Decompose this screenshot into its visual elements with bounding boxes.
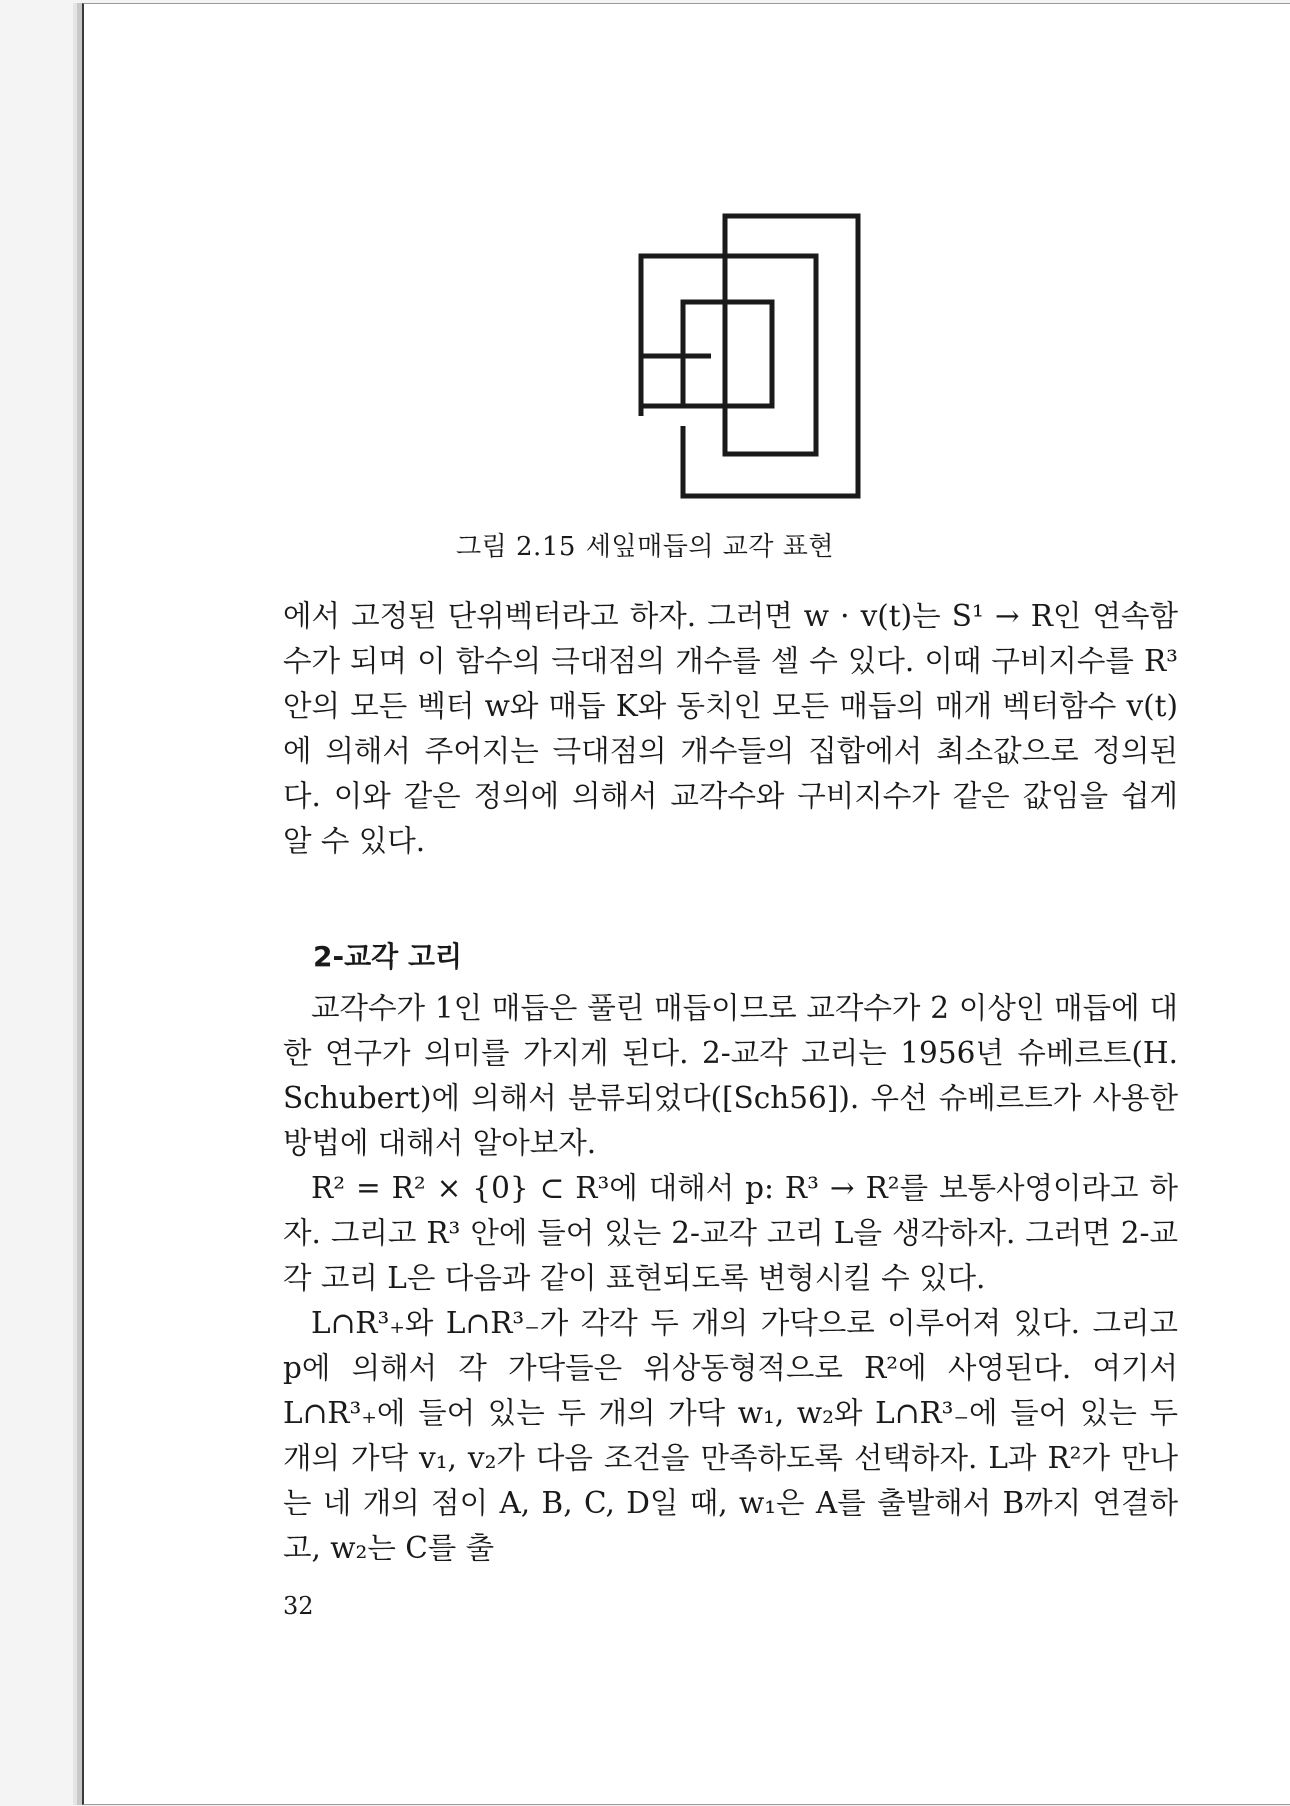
figure-caption-number: 그림 2.15 — [456, 532, 576, 562]
body-paragraph-1 — [283, 594, 1178, 864]
body-paragraph-3: R² = R² × {0} ⊂ R³에 대해서 p: R³ → R²를 보통사영이라고 하자. 그리고 R³ 안에 들어 있는 2-교각 고리 L을 생각하자. 그러면 2-교각 고리 L은 다음과 같이 표현되도록 변형시킬 수 있다. — [283, 1171, 1178, 1295]
trefoil-bridge-diagram — [596, 208, 866, 504]
figure-caption-text: 세잎매듭의 교각 표현 — [585, 532, 834, 562]
body-paragraph-2: 교각수가 1인 매듭은 풀린 매듭이므로 교각수가 2 이상인 매듭에 대한 연구가 의미를 가지게 된다. 2-교각 고리는 1956년 슈베르트(H. Schubert)에 의해서 분류되었다([Sch56]). 우선 슈베르트가 사용한 방법에 대해서 알아보자. — [283, 991, 1178, 1160]
paragraph-text: 에서 고정된 단위벡터라고 하자. 그러면 w · v(t)는 S¹ → R인 연속함수가 되며 이 함수의 극대점의 개수를 셀 수 있다. 이때 구비지수를 R³ 안의 모든 벡터 w와 매듭 K와 동치인 모든 매듭의 매개 벡터함수 v(t)에 의해서 주어지는 극대점의 개수들의 집합에서 최소값으로 정의된다. 이와 같은 정의에 의해서 교각수와 구비지수가 같은 값임을 쉽게 알 수 있다. — [283, 599, 1178, 858]
body-paragraph-4: L∩R³₊와 L∩R³₋가 각각 두 개의 가닥으로 이루어져 있다. 그리고 p에 의해서 각 가닥들은 위상동형적으로 R²에 사영된다. 여기서 L∩R³₊에 들어 있는 두 개의 가닥 w₁, w₂와 L∩R³₋에 들어 있는 두 개의 가닥 v₁, v₂가 다음 조건을 만족하도록 선택하자. L과 R²가 만나는 네 개의 점이 A, B, C, D일 때, w₁은 A를 출발해서 B까지 연결하고, w₂는 C를 출 — [283, 1306, 1178, 1565]
page-number: 32 — [283, 1592, 314, 1620]
section-heading: 2-교각 고리 — [313, 940, 463, 973]
trefoil-knot-figure — [596, 208, 866, 504]
body-section — [283, 986, 1178, 1571]
figure-caption — [0, 526, 1290, 563]
